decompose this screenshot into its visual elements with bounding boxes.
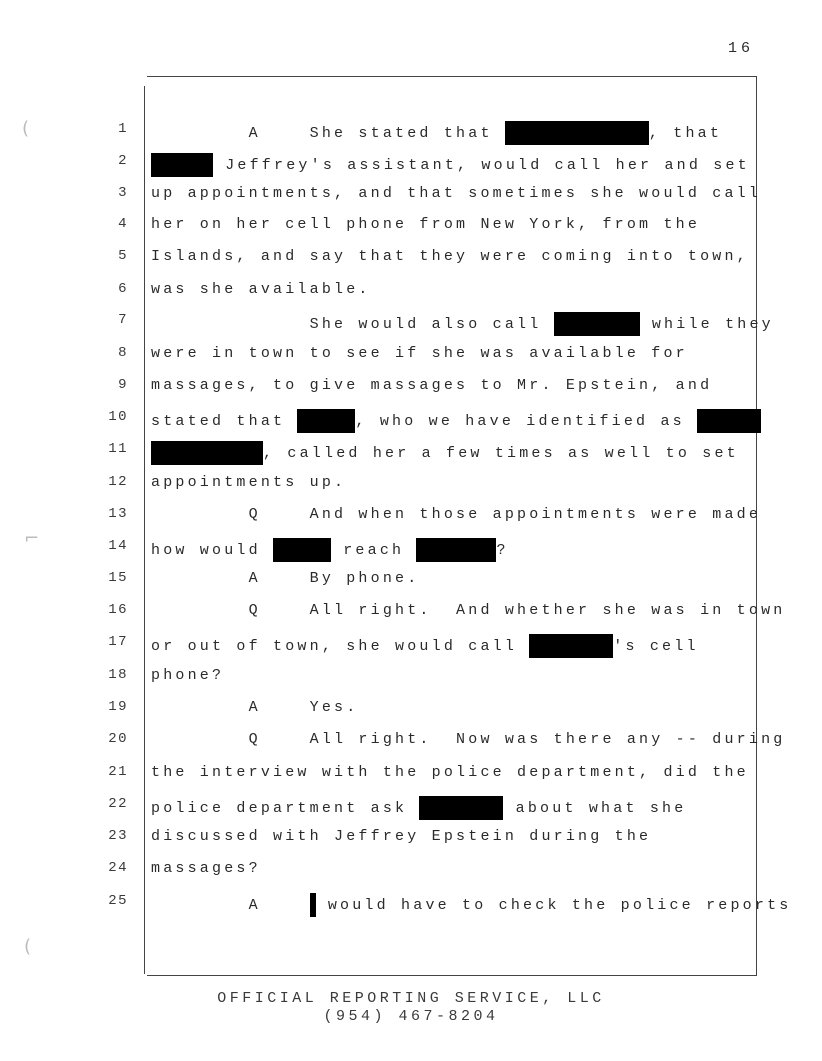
line-text: [151, 281, 371, 298]
line-number: 8: [118, 345, 128, 361]
line-text-segment: phone?: [151, 667, 225, 684]
line-text: [151, 312, 774, 336]
line-text-segment: police department ask: [151, 799, 420, 817]
transcript-line: [0, 860, 822, 884]
line-number: 21: [108, 764, 128, 780]
line-number: 7: [118, 312, 128, 328]
line-text: [151, 538, 509, 562]
line-text-segment: A Yes.: [151, 699, 359, 716]
line-text-segment: appointments up.: [151, 474, 347, 491]
line-text-segment: Q And when those appointments were made: [151, 506, 762, 523]
footer-phone: (954) 467-8204: [323, 1008, 499, 1025]
line-text-segment: , called her a few times as well to set: [263, 444, 739, 462]
footer-company: OFFICIAL REPORTING SERVICE, LLC: [217, 990, 605, 1007]
line-text-segment: stated that: [151, 412, 298, 430]
redaction-block: [697, 409, 761, 433]
margin-scan-mark: (: [24, 936, 32, 957]
line-text-segment: A By phone.: [151, 570, 420, 587]
transcript-line: [0, 828, 822, 852]
line-text-segment: or out of town, she would call: [151, 637, 530, 655]
line-text-segment: Q All right. And whether she was in town: [151, 602, 786, 619]
line-text: [151, 602, 785, 619]
line-text-segment: her on her cell phone from New York, from the: [151, 216, 701, 233]
transcript-line: [0, 345, 822, 369]
line-number: 16: [108, 602, 128, 618]
line-number: 25: [108, 893, 128, 909]
redaction-block: [151, 153, 213, 177]
margin-scan-mark: ⌐: [24, 528, 40, 549]
line-number: 11: [108, 441, 128, 457]
line-number: 5: [118, 248, 128, 264]
transcript-line: [0, 602, 822, 626]
transcript-line: [0, 312, 822, 336]
transcript-line: [0, 377, 822, 401]
line-text: [151, 796, 686, 820]
transcript-line: [0, 441, 822, 465]
line-number: 23: [108, 828, 128, 844]
line-text: [151, 570, 419, 587]
line-text-segment: She would also call: [151, 315, 554, 333]
line-text-segment: , who we have identified as: [355, 412, 698, 430]
line-number: 3: [118, 185, 128, 201]
line-number: 15: [108, 570, 128, 586]
redaction-block: [505, 121, 649, 145]
line-text-segment: how would: [151, 541, 274, 559]
transcript-line: [0, 506, 822, 530]
line-text-segment: , that: [648, 124, 723, 142]
line-text: [151, 699, 358, 716]
line-text: [151, 377, 712, 394]
line-text-segment: A She stated that: [151, 124, 505, 142]
line-number: 13: [108, 506, 128, 522]
transcript-line: [0, 893, 822, 917]
page-frame-bottom-rule: [147, 975, 757, 976]
line-text: [151, 409, 761, 433]
line-text: [151, 506, 761, 523]
line-text-segment: up appointments, and that sometimes she would call: [151, 185, 762, 202]
transcript-line: [0, 570, 822, 594]
line-text-segment: would have to check the police reports: [315, 896, 792, 914]
transcript-line: [0, 634, 822, 658]
transcript-line: [0, 121, 822, 145]
line-text: [151, 828, 651, 845]
line-number: 22: [108, 796, 128, 812]
line-text-segment: Jeffrey's assistant, would call her and set: [213, 156, 750, 174]
redaction-block: [416, 538, 496, 562]
line-text-segment: while they: [639, 315, 774, 333]
line-number: 9: [118, 377, 128, 393]
line-text: [151, 634, 699, 658]
line-text: [151, 474, 346, 491]
line-text-segment: 's cell: [613, 637, 699, 655]
line-text-segment: massages?: [151, 860, 261, 877]
line-text-segment: massages, to give massages to Mr. Epstein, and: [151, 377, 713, 394]
line-number: 19: [108, 699, 128, 715]
line-text: [151, 893, 791, 917]
line-number: 12: [108, 474, 128, 490]
page-number: 16: [728, 40, 755, 57]
line-text-segment: the interview with the police department, did the: [151, 764, 749, 781]
line-number: 2: [118, 153, 128, 169]
transcript-line: [0, 216, 822, 240]
transcript-line: [0, 538, 822, 562]
line-text: [151, 248, 749, 265]
transcript-line: [0, 699, 822, 723]
line-text-segment: ?: [496, 541, 509, 559]
transcript-line: [0, 281, 822, 305]
line-text-segment: was she available.: [151, 281, 371, 298]
redaction-block: [554, 312, 640, 336]
line-number: 1: [118, 121, 128, 137]
redaction-block: [419, 796, 503, 820]
line-text: [151, 731, 785, 748]
line-text: [151, 860, 261, 877]
line-number: 24: [108, 860, 128, 876]
line-text: [151, 121, 722, 145]
line-text: [151, 216, 700, 233]
line-text-segment: about what she: [503, 799, 687, 817]
transcript-line: [0, 185, 822, 209]
line-text-segment: were in town to see if she was available for: [151, 345, 688, 362]
line-text: [151, 667, 224, 684]
transcript-line: [0, 248, 822, 272]
line-text-segment: reach: [331, 541, 417, 559]
redaction-block: [297, 409, 355, 433]
transcript-line: [0, 409, 822, 433]
transcript-line: [0, 474, 822, 498]
line-number: 4: [118, 216, 128, 232]
transcript-line: [0, 764, 822, 788]
line-number: 10: [108, 409, 128, 425]
transcript-line: [0, 153, 822, 177]
redaction-block: [529, 634, 613, 658]
line-text: [151, 764, 749, 781]
redaction-block: [151, 441, 263, 465]
line-text: [151, 185, 761, 202]
margin-scan-mark: (: [22, 118, 30, 139]
line-number: 6: [118, 281, 128, 297]
line-number: 20: [108, 731, 128, 747]
line-number: 14: [108, 538, 128, 554]
line-text-segment: A: [151, 896, 310, 914]
line-text-segment: discussed with Jeffrey Epstein during the: [151, 828, 652, 845]
line-text-segment: Islands, and say that they were coming into town,: [151, 248, 749, 265]
redaction-block: [273, 538, 331, 562]
line-text: [151, 441, 739, 465]
line-text-segment: Q All right. Now was there any -- during: [151, 731, 786, 748]
transcript-line: [0, 667, 822, 691]
transcript-line: [0, 731, 822, 755]
line-number: 17: [108, 634, 128, 650]
transcript-line: [0, 796, 822, 820]
line-text: [151, 345, 688, 362]
line-number: 18: [108, 667, 128, 683]
page-frame-top-rule: [147, 76, 757, 77]
line-text: [151, 153, 750, 177]
